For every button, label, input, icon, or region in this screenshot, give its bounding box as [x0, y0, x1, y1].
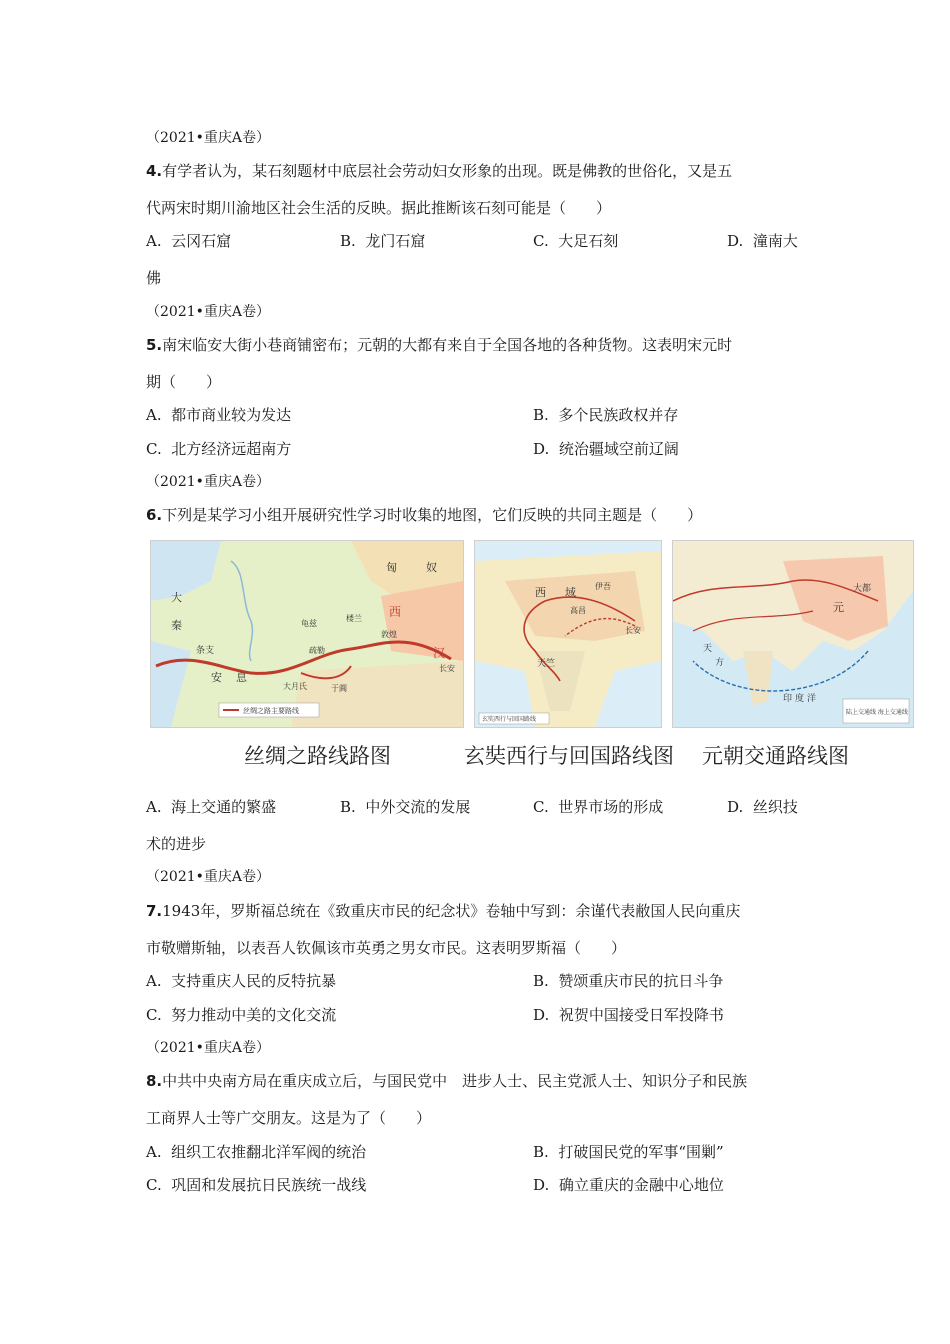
question-stem — [146, 901, 740, 921]
map-label: 大 — [171, 591, 182, 604]
yuan-transport-map — [672, 540, 914, 728]
question-number: 8. — [146, 1072, 163, 1090]
option-b[interactable]: B. 中外交流的发展 — [340, 798, 471, 816]
question-source: （2021•重庆A卷） — [146, 869, 270, 885]
map-label: 度 — [795, 694, 805, 704]
map-label: 天竺 — [537, 659, 556, 669]
question-source: （2021•重庆A卷） — [146, 304, 270, 320]
map-label: 长安 — [439, 664, 455, 673]
map-label: 高昌 — [570, 606, 586, 615]
map-label: 疏勒 — [309, 646, 325, 655]
question-stem — [146, 1071, 747, 1091]
question-stem — [146, 335, 732, 355]
question-source: （2021•重庆A卷） — [146, 474, 270, 490]
map-label: 天 — [703, 644, 713, 654]
map-legend: 丝绸之路主要路线 — [243, 707, 299, 715]
question-stem-cont: 期（ ） — [146, 373, 222, 391]
map-label: 域 — [565, 586, 576, 599]
map-caption: 玄奘西行与回国路线图 — [464, 744, 674, 768]
map-label: 奴 — [426, 561, 437, 574]
question-source: （2021•重庆A卷） — [146, 1040, 270, 1056]
map-label: 息 — [236, 671, 247, 684]
stem-text: 南宋临安大街小巷商铺密布；元朝的大都有来自于全国各地的各种货物。这表明宋元时 — [162, 336, 733, 354]
question-number: 7. — [146, 902, 163, 920]
option-a[interactable]: A. 都市商业较为发达 — [146, 406, 292, 424]
stem-text: 下列是某学习小组开展研究性学习时收集的地图，它们反映的共同主题是（ ） — [162, 506, 703, 524]
question-stem-cont: 市敬赠斯轴，以表吾人钦佩该市英勇之男女市民。这表明罗斯福（ ） — [146, 939, 627, 957]
map-label: 安 — [211, 671, 222, 684]
map-label: 楼兰 — [346, 614, 362, 623]
map-caption: 丝绸之路线路图 — [244, 744, 391, 768]
option-d[interactable]: D. 确立重庆的金融中心地位 — [533, 1176, 724, 1194]
map-figure — [146, 540, 916, 780]
map-label: 大都 — [853, 584, 872, 594]
map-label: 元 — [833, 601, 844, 614]
stem-text: 1943年，罗斯福总统在《致重庆市民的纪念状》卷轴中写到：余谨代表敝国人民向重庆 — [162, 902, 741, 920]
question-source: （2021•重庆A卷） — [146, 130, 270, 146]
option-c[interactable]: C. 北方经济远超南方 — [146, 440, 292, 458]
silk-road-map — [150, 540, 464, 728]
map-label: 伊吾 — [595, 582, 611, 591]
option-a[interactable]: A. 海上交通的繁盛 — [146, 798, 277, 816]
question-stem-cont: 工商界人士等广交朋友。这是为了（ ） — [146, 1109, 432, 1127]
option-b[interactable]: B. 多个民族政权并存 — [533, 406, 679, 424]
option-a[interactable]: A. 云冈石窟 — [146, 232, 232, 250]
map-label: 西 — [535, 586, 546, 599]
map-label: 西 — [389, 605, 402, 619]
map-legend: 玄奘西行与回国路线 — [482, 716, 537, 723]
map-label: 秦 — [171, 619, 182, 632]
map-label: 方 — [715, 658, 725, 668]
map-label: 印 — [783, 694, 793, 704]
map-label: 长安 — [625, 626, 641, 635]
question-number: 6. — [146, 506, 163, 524]
question-number: 5. — [146, 336, 163, 354]
option-b[interactable]: B. 打破国民党的军事“围剿” — [533, 1143, 724, 1161]
stem-text: 中共中央南方局在重庆成立后，与国民党中 进步人士、民主党派人士、知识分子和民族 — [162, 1072, 748, 1090]
option-d[interactable]: D. 祝贺中国接受日军投降书 — [533, 1006, 724, 1024]
map-label: 匈 — [386, 561, 397, 574]
question-stem — [146, 505, 702, 525]
option-wrap: 佛 — [146, 269, 162, 287]
option-b[interactable]: B. 龙门石窟 — [340, 232, 426, 250]
map-label: 条支 — [196, 646, 215, 656]
map-label: 敦煌 — [381, 630, 397, 639]
option-a[interactable]: A. 支持重庆人民的反特抗暴 — [146, 972, 337, 990]
map-label: 汉 — [433, 646, 446, 660]
map-label: 龟兹 — [301, 619, 317, 628]
map-legend: 陆上交通线 海上交通线 — [846, 709, 908, 716]
option-d[interactable]: D. 潼南大 — [727, 232, 798, 250]
map-label: 大月氏 — [283, 682, 307, 691]
question-stem — [146, 161, 732, 181]
question-number: 4. — [146, 162, 163, 180]
option-c[interactable]: C. 巩固和发展抗日民族统一战线 — [146, 1176, 367, 1194]
option-b[interactable]: B. 赞颂重庆市民的抗日斗争 — [533, 972, 724, 990]
xuanzang-route-map — [474, 540, 662, 728]
option-c[interactable]: C. 世界市场的形成 — [533, 798, 664, 816]
option-c[interactable]: C. 大足石刻 — [533, 232, 619, 250]
stem-text: 有学者认为，某石刻题材中底层社会劳动妇女形象的出现。既是佛教的世俗化，又是五 — [162, 162, 733, 180]
option-c[interactable]: C. 努力推动中美的文化交流 — [146, 1006, 337, 1024]
map-label: 洋 — [807, 694, 817, 704]
map-caption: 元朝交通路线图 — [702, 744, 849, 768]
option-wrap: 术的进步 — [146, 835, 207, 853]
map-label: 于阗 — [331, 684, 347, 693]
question-stem-cont: 代两宋时期川渝地区社会生活的反映。据此推断该石刻可能是（ ） — [146, 199, 612, 217]
option-d[interactable]: D. 统治疆域空前辽阔 — [533, 440, 679, 458]
option-d[interactable]: D. 丝织技 — [727, 798, 798, 816]
option-a[interactable]: A. 组织工农推翻北洋军阀的统治 — [146, 1143, 367, 1161]
